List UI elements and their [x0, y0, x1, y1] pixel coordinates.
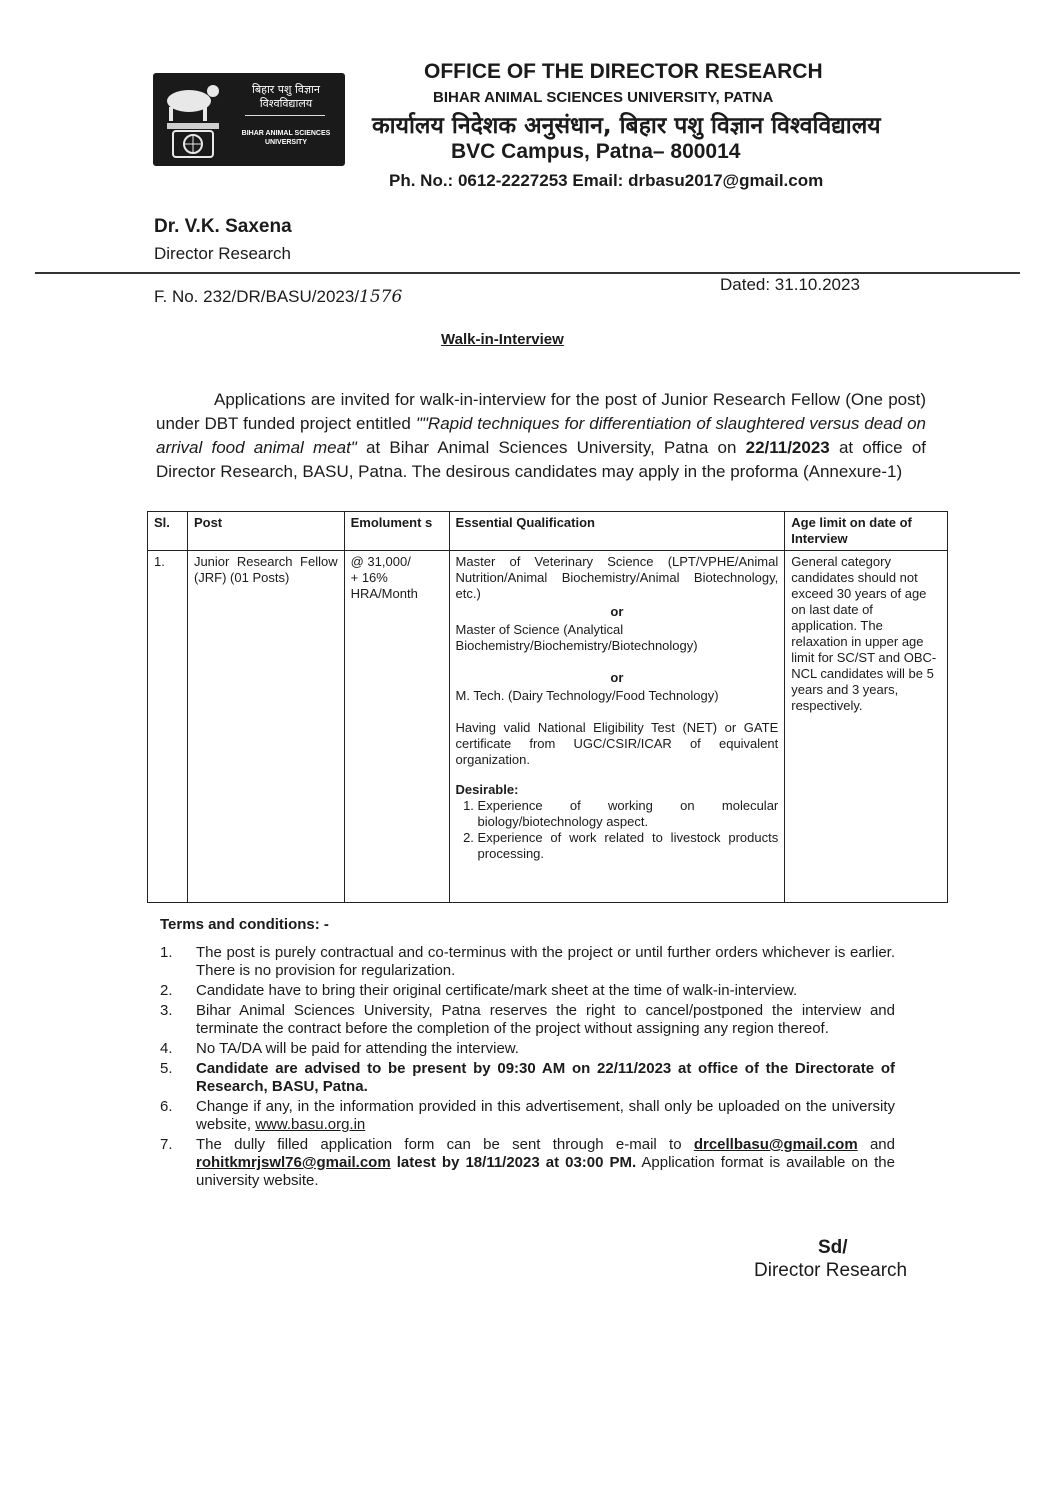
cell-emoluments — [344, 551, 449, 903]
emolument-amount: @ 31,000/ — [350, 554, 411, 569]
signature-title: Director Research — [754, 1260, 908, 1281]
desirable-list — [456, 798, 779, 862]
website-link[interactable]: www.basu.org.in — [255, 1116, 366, 1133]
col-header-post: Post — [187, 512, 344, 551]
cow-emblem-icon — [159, 79, 227, 161]
campus-address: BVC Campus, Patna– 800014 — [451, 140, 741, 163]
col-header-emoluments: Emolument s — [344, 512, 449, 551]
university-name: BIHAR ANIMAL SCIENCES UNIVERSITY, PATNA — [433, 89, 774, 106]
signature-sd: Sd/ — [818, 1237, 848, 1258]
term-item: 5. Candidate are advised to be present by 09:30 AM on 22/11/2023 at office of the Directorate of Research, BASU, Patna. — [160, 1060, 895, 1095]
term-item: 1. The post is purely contractual and co-terminus with the project or until further orders whichever is earlier. There is no provision for regularization. — [160, 944, 895, 979]
file-number — [154, 287, 402, 307]
qualification-2: Master of Science (Analytical Biochemistry/Biochemistry/Biotechnology) — [455, 622, 698, 653]
terms-title: Terms and conditions: - — [160, 916, 329, 933]
date-line: Dated: 31.10.2023 — [720, 275, 860, 294]
contact-line: Ph. No.: 0612-2227253 Email: drbasu2017@gmail.com — [389, 171, 824, 190]
qualification-or-1: or — [610, 604, 624, 619]
term-6-text: Change if any, in the information provided in this advertisement, shall only be uploaded on the university website, — [196, 1098, 895, 1133]
university-logo — [153, 73, 345, 166]
term-item: 6. Change if any, in the information provided in this advertisement, shall only be uploaded on the university website, www.basu.org.in — [160, 1098, 895, 1133]
term-item: 4. No TA/DA will be paid for attending the interview. — [160, 1040, 895, 1058]
header-divider — [35, 272, 1020, 274]
logo-hindi-text — [231, 83, 341, 111]
col-header-qualification: Essential Qualification — [449, 512, 785, 551]
file-number-handwritten: 1576 — [359, 287, 403, 307]
qualification-3: M. Tech. (Dairy Technology/Food Technology) — [455, 688, 719, 703]
col-header-age: Age limit on date of Interview — [785, 512, 948, 551]
intro-part3: at office of Director Research, BASU, Patna. The desirous candidates may apply in the proforma (Annexure-1) — [156, 438, 926, 481]
desirable-label: Desirable: — [455, 782, 519, 797]
term-7-text-b: and — [857, 1136, 895, 1153]
intro-part1: Applications are invited for walk-in-interview for the post of Junior Research Fellow (One post) under DBT funded project entitled — [156, 390, 926, 433]
intro-part2: at Bihar Animal Sciences University, Patna on — [356, 438, 746, 457]
logo-english-text: BIHAR ANIMAL SCIENCES UNIVERSITY — [241, 130, 331, 146]
desirable-item: 1. Experience of working on molecular biology/biotechnology aspect. — [478, 798, 779, 830]
logo-divider — [245, 115, 325, 116]
term-text: Bihar Animal Sciences University, Patna reserves the right to cancel/postponed the interview and terminate the contract before the completion of the project without assigning any region thereof. — [196, 1002, 895, 1037]
file-number-text: F. No. 232/DR/BASU/2023/ — [154, 287, 360, 306]
cell-qualification — [449, 551, 785, 903]
qualification-or-2: or — [610, 670, 624, 685]
term-item: 2. Candidate have to bring their original certificate/mark sheet at the time of walk-in-interview. — [160, 982, 895, 1000]
term-item: 3. Bihar Animal Sciences University, Patna reserves the right to cancel/postponed the interview and terminate the contract before the completion of the project without assigning any region thereof. — [160, 1002, 895, 1037]
email-link-drcell[interactable]: drcellbasu@gmail.com — [693, 1136, 858, 1153]
col-header-sl: Sl. — [148, 512, 188, 551]
deadline-text: latest by 18/11/2023 at 03:00 PM. — [390, 1154, 637, 1171]
subject-heading: Walk-in-Interview — [441, 331, 564, 348]
office-title: OFFICE OF THE DIRECTOR RESEARCH — [424, 60, 823, 83]
qualification-4: Having valid National Eligibility Test (NET) or GATE certificate from UGC/CSIR/ICAR of equivalent organization. — [455, 720, 779, 767]
spacer — [456, 706, 779, 720]
desirable-item: 2. Experience of work related to livestock products processing. — [478, 830, 779, 862]
term-7-text-d: Application format is available on the university website. — [196, 1154, 895, 1189]
term-item: 7. The dully filled application form can be sent through e-mail to drcellbasu@gmail.com and rohitkmrjswl76@gmail.com latest by 18/11/2023 at 03:00 PM. Application format is available on the university website. — [160, 1136, 895, 1189]
cell-sl: 1. — [148, 551, 188, 903]
vacancy-table — [147, 511, 948, 903]
logo-hindi-line1: बिहार पशु विज्ञान — [251, 83, 320, 96]
term-7-text-a: The dully filled application form can be sent through e-mail to — [196, 1136, 694, 1153]
term-text — [196, 1098, 895, 1134]
table-row — [148, 551, 948, 903]
emolument-period: HRA/Month — [350, 586, 418, 601]
spacer — [456, 656, 779, 670]
emolument-hra: + 16% — [350, 570, 388, 585]
term-text: No TA/DA will be paid for attending the interview. — [196, 1040, 519, 1057]
logo-hindi-line2: विश्वविद्यालय — [259, 97, 313, 110]
cell-age-limit: General category candidates should not exceed 30 years of age on last date of application. The relaxation in upper age limit for SC/ST and OBC-NCL candidates will be 5 years and 3 years, respectively. — [785, 551, 948, 903]
intro-paragraph — [156, 388, 926, 484]
interview-date: 22/11/2023 — [745, 438, 830, 457]
office-title-hindi: कार्यालय निदेशक अनुसंधान, बिहार पशु विज्ञान विश्वविद्यालय — [372, 113, 881, 139]
terms-list — [160, 944, 895, 1192]
term-text: Candidate have to bring their original certificate/mark sheet at the time of walk-in-interview. — [196, 982, 798, 999]
cell-post: Junior Research Fellow (JRF) (01 Posts) — [187, 551, 344, 903]
term-text: The post is purely contractual and co-terminus with the project or until further orders whichever is earlier. There is no provision for regularization. — [196, 944, 895, 979]
qualification-1: Master of Veterinary Science (LPT/VPHE/Animal Nutrition/Animal Biochemistry/Animal Biotechnology, etc.) — [455, 554, 779, 601]
table-header-row — [148, 512, 948, 551]
email-link-rohit[interactable]: rohitkmrjswl76@gmail.com — [196, 1154, 391, 1171]
director-name: Dr. V.K. Saxena — [154, 216, 292, 237]
term-text: Candidate are advised to be present by 09:30 AM on 22/11/2023 at office of the Directorate of Research, BASU, Patna. — [196, 1060, 895, 1095]
term-text — [196, 1136, 895, 1190]
director-title: Director Research — [154, 244, 291, 263]
project-title: ""Rapid techniques for differentiation of slaughtered versus dead on arrival food animal meat" — [156, 414, 926, 457]
